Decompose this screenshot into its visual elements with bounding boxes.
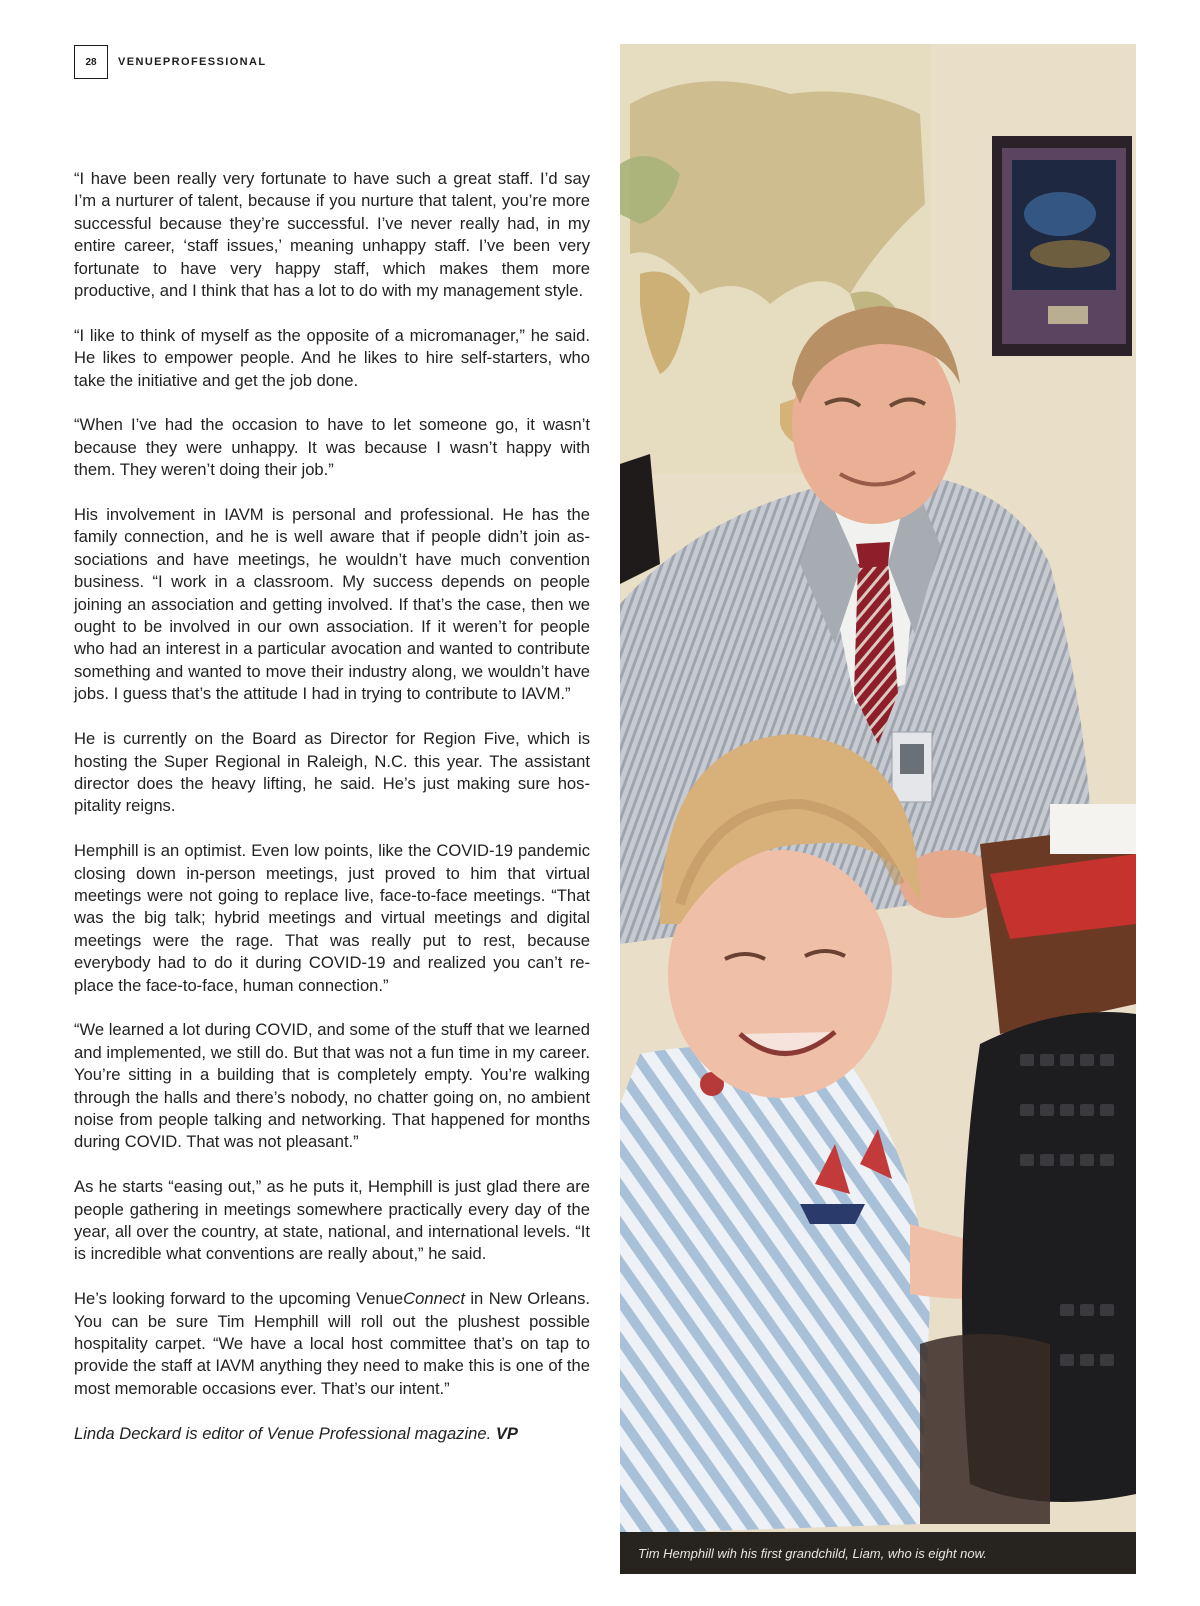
desk-papers xyxy=(1050,804,1136,854)
wrist-rest xyxy=(920,1334,1050,1524)
article-paragraph: His involvement in IAVM is personal and professional. He has the family connection, and he is well aware that if people didn’t join associations and have meetings, he wouldn’t have much convention business. “I work in a classroom. My success depends on people joining an association and getting involved. If that’s the case, then we ought to be involved in our own association. If it weren’t for people who had an interest in a particular avocation and wanted to contribute something and wanted to move their industry along, we wouldn’t have jobs. I guess that’s the attitude I had in trying to contribute to IAVM.” xyxy=(74,505,590,704)
photo-caption: Tim Hemphill wih his first grandchild, Liam, who is eight now. xyxy=(638,1545,987,1561)
photo-caption-bar xyxy=(620,1532,1136,1574)
byline-text: Linda Deckard is editor of Venue Professional magazine. xyxy=(74,1423,496,1443)
final-text-after: in New Orleans. You can be sure Tim Hemphill will roll out the plushest possible hospitality carpet. “We have a local host committee that’s on tap to provide the staff at IAVM anything they need to make this is one of the most memorable occasions ever. That’s our intent.” xyxy=(74,1289,590,1398)
article-paragraph: “We learned a lot during COVID, and some of the stuff that we learned and implemented, we still do. But that was not a fun time in my career. You’re sitting in a building that is completely empty. You’re walking through the halls and there’s nobody, no chatter going on, no ambient noise from people talking and networking. That happened for months during COVID. That was not pleasant.” xyxy=(74,1020,590,1152)
final-text-italic: Connect xyxy=(403,1289,465,1309)
article-paragraph-final xyxy=(74,1288,590,1400)
photo-illustration xyxy=(620,44,1136,1574)
masthead-venue: VENUE xyxy=(118,56,163,68)
vp-end-mark: VP xyxy=(495,1423,518,1443)
final-text-before: He’s looking forward to the upcoming Venue xyxy=(74,1289,404,1309)
article-paragraph: “I like to think of myself as the opposite of a micromanager,” he said. He likes to empower people. And he likes to hire self-starters, who take the initiative and get the job done. xyxy=(74,325,590,390)
page-number: 28 xyxy=(74,45,108,79)
article-paragraph: As he starts “easing out,” as he puts it, Hemphill is just glad there are people gathering in meetings somewhere practically every day of the year, all over the country, at state, national, and international levels. “It is incredible what conventions are really about,” he said. xyxy=(74,1177,590,1264)
article-paragraph: “When I’ve had the occasion to have to let someone go, it wasn’t because they were unhappy. It was because I wasn’t happy with them. They weren’t doing their job.” xyxy=(74,415,590,480)
article-paragraph: “I have been really very fortunate to have such a great staff. I’d say I’m a nurturer of talent, because if you nurture that talent, you’re more successful because they’re successful. I’ve never really had, in my entire career, ‘staff issues,’ meaning unhappy staff. I’ve been very fortunate to have very happy staff, which makes them more productive, and I think that has a lot to do with my management style. xyxy=(74,169,590,301)
masthead xyxy=(118,56,267,68)
picture-plaque xyxy=(1048,306,1088,324)
masthead-professional: PROFESSIONAL xyxy=(162,56,267,68)
author-byline xyxy=(74,1423,590,1445)
article-paragraph: Hemphill is an optimist. Even low points, like the COVID-19 pandemic closing down in-person meetings, just proved to him that virtual meetings were not going to replace live, face-to-face meetings. “That was the big talk; hybrid meetings and virtual meetings and digital meetings were the rage. That was really put to rest, because everybody had to do it during COVID-19 and realized you can’t replace the face-to-face, human connection.” xyxy=(74,841,590,995)
page-header xyxy=(74,44,267,80)
article-paragraph: He is currently on the Board as Director for Region Five, which is hosting the Super Regional in Raleigh, N.C. this year. The assistant director does the heavy lifting, he said. He’s just making sure hospitality reigns. xyxy=(74,729,590,816)
photo xyxy=(620,44,1136,1574)
article-body xyxy=(74,168,590,1467)
